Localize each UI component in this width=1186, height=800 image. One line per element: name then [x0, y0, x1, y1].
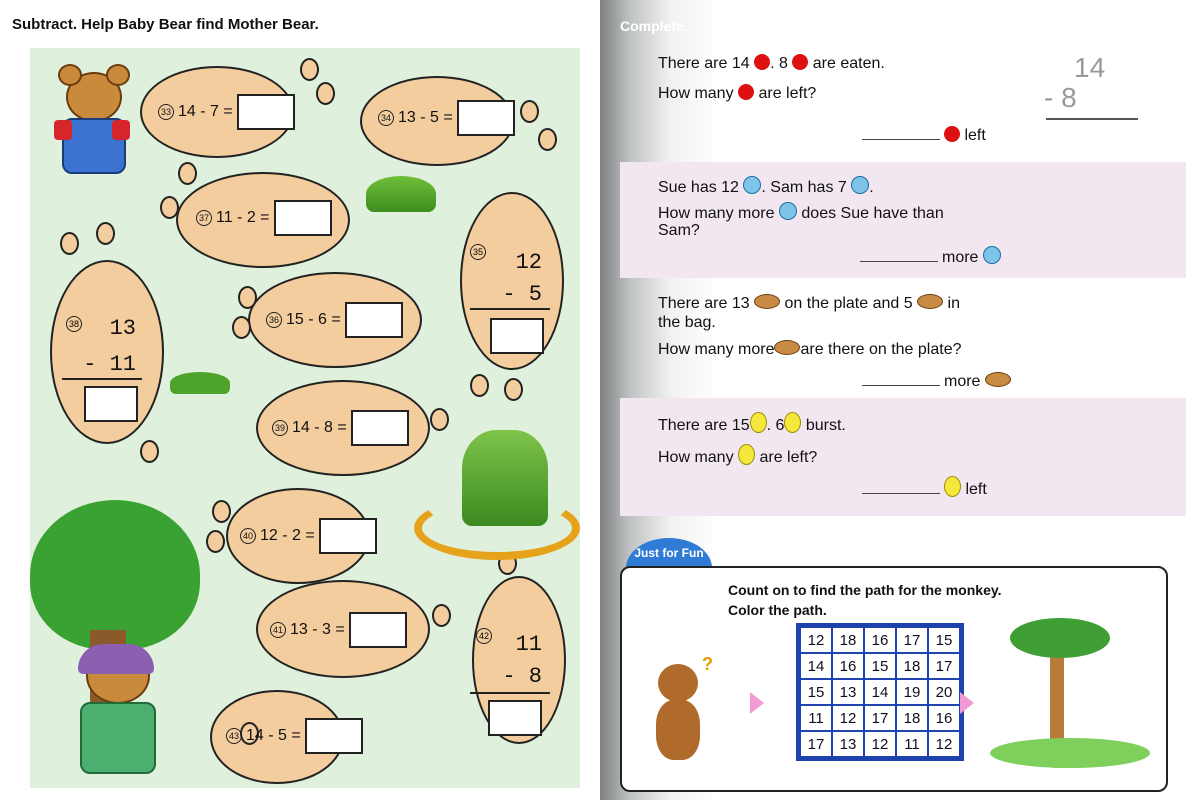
balloon-icon: [784, 412, 801, 433]
answer-box[interactable]: [349, 612, 407, 648]
grid-cell[interactable]: 20: [929, 680, 959, 704]
problem-number: 43: [226, 728, 242, 744]
problem-39: [272, 410, 409, 446]
q2-line1: Sue has 12 . Sam has 7 .: [658, 176, 874, 197]
vertical-top-number: 11: [515, 632, 542, 657]
cookie-icon: [985, 372, 1011, 387]
q3-line1: There are 13 on the plate and 5 in: [658, 295, 960, 312]
grid-cell[interactable]: 11: [801, 706, 831, 730]
left-page-title: Subtract. Help Baby Bear find Mother Bear.: [12, 16, 319, 33]
vertical-rule: [470, 308, 550, 310]
balloon-icon: [944, 476, 961, 497]
toe: [316, 82, 335, 105]
vertical-rule: [62, 378, 142, 380]
grid-cell[interactable]: 15: [929, 628, 959, 652]
toe: [178, 162, 197, 185]
problem-33: [158, 94, 295, 130]
grass-tuft: [366, 176, 436, 212]
grid-cell[interactable]: 15: [865, 654, 895, 678]
grid-cell[interactable]: 15: [801, 680, 831, 704]
toe: [238, 286, 257, 309]
problem-expression: 15 - 6 =: [286, 311, 341, 328]
q1-answer: left: [862, 126, 986, 145]
grid-cell[interactable]: 12: [929, 732, 959, 756]
fun-activity-box: [620, 566, 1168, 792]
grid-cell[interactable]: 13: [833, 680, 863, 704]
answer-box[interactable]: [84, 386, 138, 422]
grid-cell[interactable]: 12: [801, 628, 831, 652]
q4-answer: left: [862, 476, 987, 499]
answer-blank[interactable]: [860, 261, 938, 262]
problem-number: 40: [240, 528, 256, 544]
q1-line2: How many are left?: [658, 85, 817, 102]
problem-number: 39: [272, 420, 288, 436]
grid-cell[interactable]: 14: [865, 680, 895, 704]
vertical-bottom-number: - 8: [502, 664, 542, 689]
problem-expression: 14 - 8 =: [292, 419, 347, 436]
toe: [60, 232, 79, 255]
answer-box[interactable]: [488, 700, 542, 736]
answer-box[interactable]: [351, 410, 409, 446]
q4-line1: There are 15 . 6 burst.: [658, 412, 846, 435]
cookie-icon: [774, 340, 800, 355]
answer-blank[interactable]: [862, 493, 940, 494]
toe: [300, 58, 319, 81]
answer-box[interactable]: [319, 518, 377, 554]
problem-expression: 14 - 7 =: [178, 103, 233, 120]
apple-icon: [738, 84, 754, 100]
marble-icon: [743, 176, 761, 194]
q2-line2: How many more does Sue have than: [658, 202, 944, 223]
vertical-top-number: 12: [515, 250, 542, 275]
problem-number: 42: [476, 628, 492, 644]
vertical-bottom-number: - 11: [83, 352, 136, 377]
balloon-icon: [738, 444, 755, 465]
cookie-icon: [754, 294, 780, 309]
grid-cell[interactable]: 14: [801, 654, 831, 678]
grid-cell[interactable]: 12: [833, 706, 863, 730]
problem-expression: 13 - 5 =: [398, 109, 453, 126]
grid-cell[interactable]: 17: [801, 732, 831, 756]
toe: [140, 440, 159, 463]
grid-cell[interactable]: 17: [929, 654, 959, 678]
grid-cell[interactable]: 18: [897, 706, 927, 730]
right-page-title: Complete.: [620, 18, 688, 34]
problem-number: 38: [66, 316, 82, 332]
vertical-rule: [470, 692, 550, 694]
q1-vertical-bottom: - 8: [1044, 82, 1077, 113]
q2-answer: more: [860, 246, 1001, 267]
grass-tuft: [170, 372, 230, 394]
problem-37: [196, 200, 332, 236]
grid-cell[interactable]: 17: [865, 706, 895, 730]
baby-bear-illustration: [44, 64, 144, 188]
answer-box[interactable]: [345, 302, 403, 338]
problem-43: [226, 718, 363, 754]
toe: [430, 408, 449, 431]
problem-expression: 14 - 5 =: [246, 727, 301, 744]
palm-trees-illustration: [990, 608, 1150, 778]
problem-number: 34: [378, 110, 394, 126]
marble-icon: [851, 176, 869, 194]
apple-icon: [944, 126, 960, 142]
balloon-icon: [750, 412, 767, 433]
grid-cell[interactable]: 18: [833, 628, 863, 652]
grid-cell[interactable]: 19: [897, 680, 927, 704]
q1-vertical-rule: [1046, 118, 1138, 120]
answer-box[interactable]: [305, 718, 363, 754]
q2-line3: Sam?: [658, 222, 700, 239]
problem-expression: 11 - 2 =: [216, 209, 270, 226]
grid-cell[interactable]: 18: [897, 654, 927, 678]
mother-bear-illustration: [72, 648, 162, 774]
vertical-top-number: 13: [109, 316, 136, 341]
toe: [232, 316, 251, 339]
problem-34: [378, 100, 515, 136]
grid-cell[interactable]: 16: [833, 654, 863, 678]
answer-box[interactable]: [490, 318, 544, 354]
toe: [504, 378, 523, 401]
q3-line3: How many more are there on the plate?: [658, 341, 962, 358]
marble-icon: [983, 246, 1001, 264]
grid-cell[interactable]: 12: [865, 732, 895, 756]
grid-cell[interactable]: 11: [897, 732, 927, 756]
marble-icon: [779, 202, 797, 220]
toe: [538, 128, 557, 151]
problem-36: [266, 302, 403, 338]
arrow-right-icon: [750, 692, 764, 714]
toe: [160, 196, 179, 219]
apple-icon: [792, 54, 808, 70]
snake-illustration: [414, 496, 580, 560]
fun-instruction-1: Count on to find the path for the monkey.: [728, 582, 1002, 598]
q4-line2: How many are left?: [658, 444, 817, 467]
q1-vertical-top: 14: [1074, 52, 1106, 83]
problem-number: 36: [266, 312, 282, 328]
cookie-icon: [917, 294, 943, 309]
grid-cell[interactable]: 16: [929, 706, 959, 730]
q3-line2: the bag.: [658, 314, 716, 331]
problem-expression: 12 - 2 =: [260, 527, 315, 544]
grid-cell[interactable]: 17: [897, 628, 927, 652]
q1-line1: There are 14 . 8 are eaten.: [658, 55, 885, 72]
arrow-right-icon: [960, 692, 974, 714]
problem-41: [270, 612, 407, 648]
tree-illustration: [30, 500, 200, 650]
answer-blank[interactable]: [862, 139, 940, 140]
monkey-illustration: ?: [642, 664, 714, 776]
problem-number: 37: [196, 210, 212, 226]
fun-instruction-2: Color the path.: [728, 602, 827, 618]
just-for-fun-badge: Just for Fun: [626, 538, 712, 598]
answer-box[interactable]: [274, 200, 332, 236]
toe: [206, 530, 225, 553]
toe: [96, 222, 115, 245]
answer-blank[interactable]: [862, 385, 940, 386]
toe: [432, 604, 451, 627]
problem-number: 33: [158, 104, 174, 120]
problem-expression: 13 - 3 =: [290, 621, 345, 638]
problem-number: 35: [470, 244, 486, 260]
grid-cell[interactable]: 13: [833, 732, 863, 756]
number-path-grid: [796, 623, 964, 761]
toe: [470, 374, 489, 397]
problem-number: 41: [270, 622, 286, 638]
toe: [520, 100, 539, 123]
toe: [212, 500, 231, 523]
grid-cell[interactable]: 16: [865, 628, 895, 652]
problem-40: [240, 518, 377, 554]
q3-answer: more: [862, 372, 1011, 391]
vertical-bottom-number: - 5: [502, 282, 542, 307]
apple-icon: [754, 54, 770, 70]
answer-box[interactable]: [237, 94, 295, 130]
answer-box[interactable]: [457, 100, 515, 136]
right-page: [600, 0, 1186, 800]
